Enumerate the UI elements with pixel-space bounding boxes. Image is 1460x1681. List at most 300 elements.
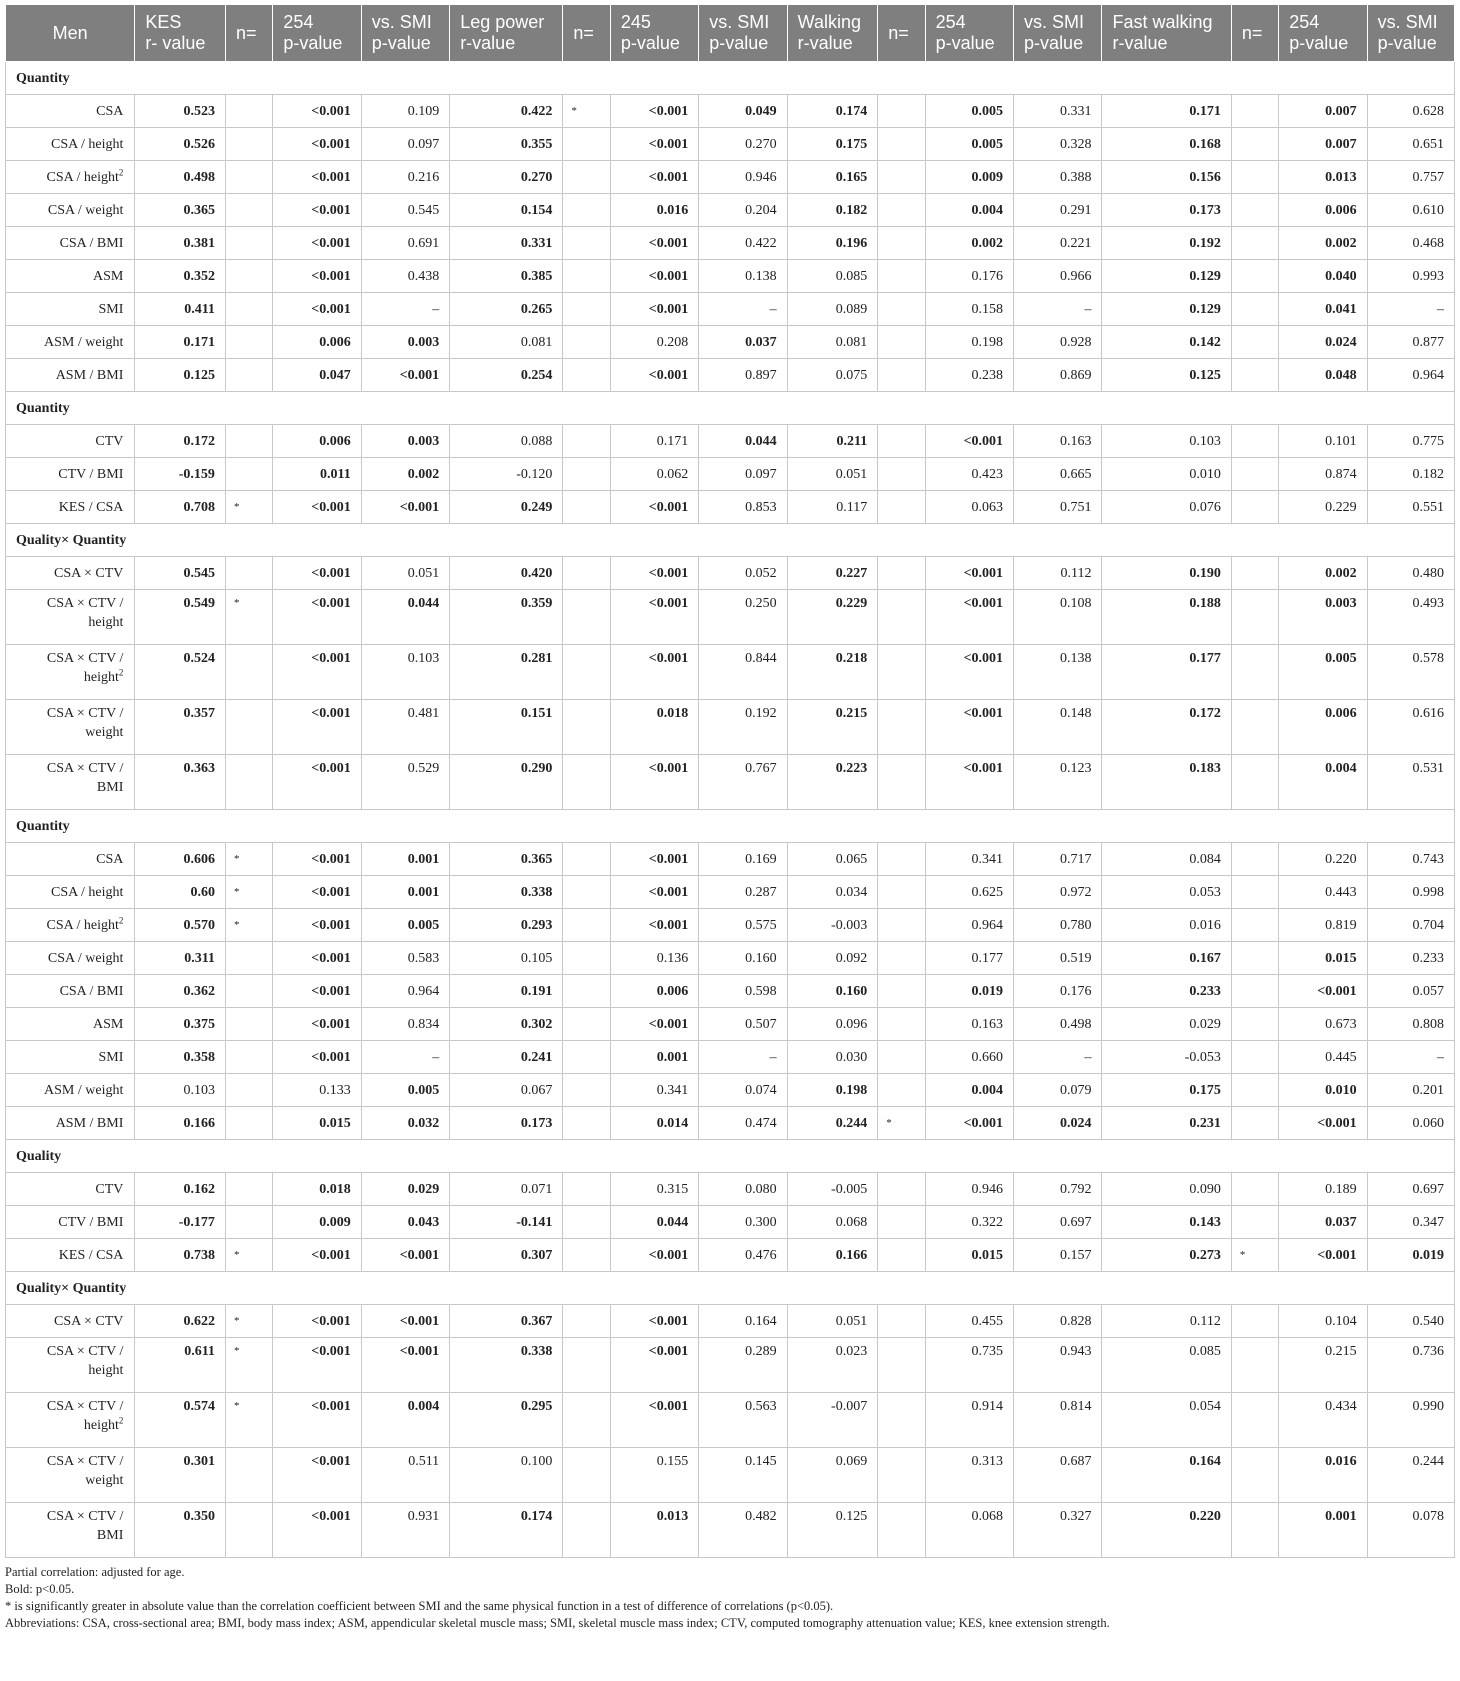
table-cell: -0.053 (1102, 1041, 1231, 1074)
table-cell: 0.628 (1367, 95, 1454, 128)
table-cell: <0.001 (925, 590, 1013, 645)
table-cell: 0.005 (925, 128, 1013, 161)
row-label (6, 1305, 135, 1338)
table-cell: 0.665 (1014, 458, 1102, 491)
significance-marker (563, 491, 610, 524)
table-cell: 0.015 (1279, 942, 1367, 975)
column-header-line: Men (52, 22, 88, 43)
significance-marker (1231, 260, 1278, 293)
row-label-line: CTV / BMI (58, 1214, 124, 1230)
table-row (6, 700, 1455, 755)
column-header-line: p-value (620, 33, 680, 53)
table-row (6, 425, 1455, 458)
table-cell: <0.001 (1279, 1107, 1367, 1140)
table-cell: 0.218 (787, 645, 878, 700)
significance-marker (563, 909, 610, 942)
column-header (6, 5, 135, 62)
table-cell: 0.549 (135, 590, 226, 645)
row-label (6, 876, 135, 909)
table-cell: 0.445 (1279, 1041, 1367, 1074)
table-cell: 0.171 (1102, 95, 1231, 128)
significance-marker (878, 293, 925, 326)
significance-marker (878, 161, 925, 194)
significance-marker (1231, 227, 1278, 260)
table-cell: 0.029 (361, 1173, 449, 1206)
table-cell: 0.016 (1102, 909, 1231, 942)
table-cell: 0.877 (1367, 326, 1454, 359)
table-cell: 0.015 (273, 1107, 361, 1140)
table-cell: 0.338 (450, 1338, 563, 1393)
table-cell: 0.068 (787, 1206, 878, 1239)
table-cell: 0.078 (1367, 1503, 1454, 1558)
column-header (1014, 5, 1102, 62)
table-cell: 0.003 (361, 425, 449, 458)
significance-marker (1231, 293, 1278, 326)
significance-marker (563, 1173, 610, 1206)
table-cell: 0.673 (1279, 1008, 1367, 1041)
table-cell: <0.001 (273, 1041, 361, 1074)
table-cell: 0.780 (1014, 909, 1102, 942)
significance-marker (1231, 942, 1278, 975)
footnote-adjustment: Partial correlation: adjusted for age. (5, 1565, 185, 1579)
table-cell: 0.570 (135, 909, 226, 942)
table-row (6, 491, 1455, 524)
table-cell: 0.171 (610, 425, 698, 458)
section-row (6, 810, 1455, 843)
table-cell: 0.030 (787, 1041, 878, 1074)
table-cell: <0.001 (610, 227, 698, 260)
significance-marker (225, 1008, 272, 1041)
row-label (6, 260, 135, 293)
table-cell: 0.074 (699, 1074, 787, 1107)
table-cell: 0.014 (610, 1107, 698, 1140)
table-cell: 0.792 (1014, 1173, 1102, 1206)
table-cell: -0.159 (135, 458, 226, 491)
table-cell: 0.166 (787, 1239, 878, 1272)
table-cell: 0.085 (787, 260, 878, 293)
table-cell: <0.001 (273, 590, 361, 645)
row-label-line: CSA / BMI (59, 983, 124, 999)
significance-marker (225, 260, 272, 293)
table-cell: <0.001 (925, 1107, 1013, 1140)
table-cell: 0.367 (450, 1305, 563, 1338)
row-label-line: CSA / BMI (59, 235, 124, 251)
significance-marker (225, 425, 272, 458)
significance-marker (563, 458, 610, 491)
significance-marker (1231, 975, 1278, 1008)
table-cell: 0.090 (1102, 1173, 1231, 1206)
table-cell: <0.001 (273, 491, 361, 524)
table-cell: <0.001 (273, 128, 361, 161)
row-label (6, 1041, 135, 1074)
table-cell: 0.808 (1367, 1008, 1454, 1041)
table-row (6, 590, 1455, 645)
significance-marker (878, 975, 925, 1008)
table-cell: <0.001 (610, 1305, 698, 1338)
column-header-line: p-value (1377, 33, 1437, 53)
table-cell: 0.946 (925, 1173, 1013, 1206)
table-cell: 0.311 (135, 942, 226, 975)
column-header (610, 5, 698, 62)
table-cell: 0.103 (135, 1074, 226, 1107)
table-row (6, 1503, 1455, 1558)
table-cell: 0.016 (1279, 1448, 1367, 1503)
significance-marker (1231, 645, 1278, 700)
table-cell: 0.208 (610, 326, 698, 359)
significance-marker (1231, 491, 1278, 524)
column-header-line: r-value (797, 33, 853, 53)
row-label (6, 326, 135, 359)
table-cell: 0.004 (925, 1074, 1013, 1107)
column-header-line: p-value (283, 33, 343, 53)
table-cell: <0.001 (273, 876, 361, 909)
table-cell: 0.175 (1102, 1074, 1231, 1107)
column-header (1231, 5, 1278, 62)
table-cell: 0.301 (135, 1448, 226, 1503)
column-header (563, 5, 610, 62)
column-header-line: Walking (797, 12, 861, 32)
table-cell: 0.363 (135, 755, 226, 810)
table-cell: 0.129 (1102, 260, 1231, 293)
table-cell: 0.108 (1014, 590, 1102, 645)
row-label-line: CSA × CTV / (46, 1454, 124, 1469)
table-cell: 0.201 (1367, 1074, 1454, 1107)
significance-marker (563, 1041, 610, 1074)
table-cell: 0.511 (361, 1448, 449, 1503)
table-cell: 0.062 (610, 458, 698, 491)
table-row (6, 1448, 1455, 1503)
row-label (6, 590, 135, 645)
table-cell: 0.493 (1367, 590, 1454, 645)
row-label-line: height$^2$ (83, 1415, 124, 1433)
table-cell: 0.423 (925, 458, 1013, 491)
row-label-line: ASM (93, 1016, 124, 1032)
row-label-line: CSA × CTV (54, 1313, 124, 1329)
table-cell: 0.476 (699, 1239, 787, 1272)
column-header (1279, 5, 1367, 62)
table-cell: 0.220 (1279, 843, 1367, 876)
row-label (6, 227, 135, 260)
column-header-line: vs. SMI (709, 12, 770, 32)
table-cell: <0.001 (610, 557, 698, 590)
table-cell: 0.183 (1102, 755, 1231, 810)
table-footnotes (5, 1564, 1455, 1632)
table-cell: <0.001 (610, 491, 698, 524)
significance-marker (878, 557, 925, 590)
table-cell: 0.177 (1102, 645, 1231, 700)
table-cell: 0.874 (1279, 458, 1367, 491)
table-cell: 0.524 (135, 645, 226, 700)
table-cell: – (361, 1041, 449, 1074)
significance-marker (878, 1041, 925, 1074)
table-cell: <0.001 (273, 755, 361, 810)
table-cell: 0.221 (1014, 227, 1102, 260)
table-cell: 0.743 (1367, 843, 1454, 876)
significance-marker (563, 755, 610, 810)
row-label-line: BMI (96, 1528, 124, 1543)
table-cell: 0.157 (1014, 1239, 1102, 1272)
column-header-line: n= (888, 22, 909, 43)
table-cell: 0.307 (450, 1239, 563, 1272)
significance-marker (878, 359, 925, 392)
table-cell: 0.611 (135, 1338, 226, 1393)
significance-marker (563, 843, 610, 876)
table-cell: 0.233 (1367, 942, 1454, 975)
significance-marker (878, 876, 925, 909)
table-cell: 0.244 (1367, 1448, 1454, 1503)
significance-marker (878, 458, 925, 491)
section-title: Quantity (6, 810, 1455, 843)
table-cell: <0.001 (925, 425, 1013, 458)
table-cell: 0.024 (1279, 326, 1367, 359)
table-row (6, 1041, 1455, 1074)
significance-marker (1231, 1305, 1278, 1338)
table-cell: 0.085 (1102, 1338, 1231, 1393)
table-row (6, 843, 1455, 876)
table-cell: 0.076 (1102, 491, 1231, 524)
table-cell: 0.598 (699, 975, 787, 1008)
significance-marker (563, 1393, 610, 1448)
row-label (6, 425, 135, 458)
row-label-line: BMI (96, 780, 124, 795)
row-label-line: ASM / BMI (55, 1115, 124, 1131)
table-cell: <0.001 (273, 260, 361, 293)
significance-marker (878, 260, 925, 293)
table-cell: 0.009 (925, 161, 1013, 194)
row-label (6, 128, 135, 161)
column-header-line: p-value (935, 33, 995, 53)
table-cell: <0.001 (610, 359, 698, 392)
significance-marker (1231, 128, 1278, 161)
table-cell: <0.001 (273, 645, 361, 700)
table-cell: 0.005 (925, 95, 1013, 128)
table-cell: 0.096 (787, 1008, 878, 1041)
table-cell: 0.931 (361, 1503, 449, 1558)
column-header (273, 5, 361, 62)
table-cell: 0.687 (1014, 1448, 1102, 1503)
table-cell: 0.289 (699, 1338, 787, 1393)
table-cell: <0.001 (273, 557, 361, 590)
row-label (6, 1393, 135, 1448)
table-row (6, 194, 1455, 227)
table-cell: 0.051 (787, 1305, 878, 1338)
table-cell: 0.145 (699, 1448, 787, 1503)
table-cell: 0.109 (361, 95, 449, 128)
row-label (6, 95, 135, 128)
table-row (6, 1305, 1455, 1338)
row-label-line: CSA × CTV / (46, 761, 124, 776)
table-cell: 0.001 (610, 1041, 698, 1074)
row-label (6, 942, 135, 975)
table-cell: 0.717 (1014, 843, 1102, 876)
table-cell: 0.828 (1014, 1305, 1102, 1338)
table-cell: – (1014, 293, 1102, 326)
table-cell: 0.192 (699, 700, 787, 755)
table-cell: 0.051 (361, 557, 449, 590)
significance-marker (878, 843, 925, 876)
significance-marker (563, 128, 610, 161)
table-cell: 0.819 (1279, 909, 1367, 942)
table-cell: <0.001 (1279, 1239, 1367, 1272)
table-cell: 0.438 (361, 260, 449, 293)
table-row (6, 1173, 1455, 1206)
table-cell: 0.163 (925, 1008, 1013, 1041)
significance-marker (878, 1503, 925, 1558)
table-cell: 0.254 (450, 359, 563, 392)
table-cell: 0.270 (699, 128, 787, 161)
table-cell: 0.081 (787, 326, 878, 359)
table-cell: 0.007 (1279, 95, 1367, 128)
table-cell: 0.040 (1279, 260, 1367, 293)
table-cell: 0.313 (925, 1448, 1013, 1503)
table-cell: 0.188 (1102, 590, 1231, 645)
table-cell: <0.001 (610, 843, 698, 876)
column-header (699, 5, 787, 62)
table-cell: 0.735 (925, 1338, 1013, 1393)
table-cell: 0.136 (610, 942, 698, 975)
table-cell: 0.173 (450, 1107, 563, 1140)
table-cell: 0.545 (361, 194, 449, 227)
table-cell: 0.295 (450, 1393, 563, 1448)
table-cell: 0.322 (925, 1206, 1013, 1239)
table-cell: – (361, 293, 449, 326)
table-cell: 0.191 (450, 975, 563, 1008)
significance-marker (878, 491, 925, 524)
table-cell: 0.069 (787, 1448, 878, 1503)
table-cell: – (699, 293, 787, 326)
column-header-line: r-value (1112, 33, 1168, 53)
significance-marker (1231, 194, 1278, 227)
table-cell: 0.660 (925, 1041, 1013, 1074)
table-cell: 0.167 (1102, 942, 1231, 975)
section-title: Quality (6, 1140, 1455, 1173)
table-cell: 0.385 (450, 260, 563, 293)
significance-marker (878, 645, 925, 700)
table-cell: 0.104 (1279, 1305, 1367, 1338)
table-cell: <0.001 (610, 1338, 698, 1393)
table-cell: 0.160 (699, 942, 787, 975)
column-header-line: p-value (371, 33, 431, 53)
table-cell: 0.388 (1014, 161, 1102, 194)
table-cell: 0.103 (361, 645, 449, 700)
significance-marker (878, 95, 925, 128)
table-cell: 0.990 (1367, 1393, 1454, 1448)
table-cell: 0.622 (135, 1305, 226, 1338)
row-label (6, 1448, 135, 1503)
table-cell: 0.009 (273, 1206, 361, 1239)
table-cell: 0.196 (787, 227, 878, 260)
significance-marker (878, 1338, 925, 1393)
table-cell: 0.002 (1279, 557, 1367, 590)
significance-marker (878, 1305, 925, 1338)
significance-marker (1231, 1074, 1278, 1107)
row-label-line: height$^2$ (83, 667, 124, 685)
table-cell: 0.004 (925, 194, 1013, 227)
section-title: Quantity (6, 392, 1455, 425)
table-cell: 0.043 (361, 1206, 449, 1239)
significance-marker (225, 326, 272, 359)
table-cell: 0.290 (450, 755, 563, 810)
table-cell: 0.032 (361, 1107, 449, 1140)
table-row (6, 326, 1455, 359)
significance-marker (225, 1107, 272, 1140)
row-label-line: CSA / weight (47, 950, 124, 966)
significance-marker (225, 557, 272, 590)
table-cell: <0.001 (610, 909, 698, 942)
table-cell: 0.003 (361, 326, 449, 359)
significance-marker (1231, 359, 1278, 392)
table-cell: <0.001 (610, 95, 698, 128)
table-cell: 0.551 (1367, 491, 1454, 524)
table-cell: 0.480 (1367, 557, 1454, 590)
table-cell: 0.241 (450, 1041, 563, 1074)
table-cell: 0.097 (361, 128, 449, 161)
table-body (6, 62, 1455, 1558)
significance-marker (225, 975, 272, 1008)
table-cell: – (1367, 293, 1454, 326)
significance-marker: * (225, 876, 272, 909)
significance-marker (563, 1008, 610, 1041)
table-cell: 0.155 (610, 1448, 698, 1503)
table-cell: 0.192 (1102, 227, 1231, 260)
row-label (6, 557, 135, 590)
table-row (6, 1008, 1455, 1041)
table-cell: 0.001 (1279, 1503, 1367, 1558)
row-label (6, 755, 135, 810)
significance-marker (878, 1173, 925, 1206)
table-cell: 0.138 (699, 260, 787, 293)
significance-marker (563, 1338, 610, 1393)
table-cell: 0.434 (1279, 1393, 1367, 1448)
row-label (6, 161, 135, 194)
table-cell: 0.013 (610, 1503, 698, 1558)
table-row (6, 645, 1455, 700)
column-header-line: vs. SMI (1377, 12, 1438, 32)
table-cell: <0.001 (273, 1305, 361, 1338)
table-row (6, 359, 1455, 392)
table-cell: 0.359 (450, 590, 563, 645)
significance-marker (1231, 843, 1278, 876)
significance-marker (563, 1239, 610, 1272)
column-header (225, 5, 272, 62)
table-cell: 0.204 (699, 194, 787, 227)
table-row (6, 227, 1455, 260)
table-cell: <0.001 (361, 1338, 449, 1393)
column-header (878, 5, 925, 62)
table-cell: 0.081 (450, 326, 563, 359)
table-cell: <0.001 (273, 843, 361, 876)
table-cell: 0.844 (699, 645, 787, 700)
footnote-abbreviations: Abbreviations: CSA, cross-sectional area; BMI, body mass index; ASM, appendicular skeletal muscle mass; SMI, skeletal muscle mass index; CTV, computed tomography attenuation value; KES, knee extension strength. (5, 1616, 1110, 1630)
table-cell: 0.998 (1367, 876, 1454, 909)
table-cell: 0.057 (1367, 975, 1454, 1008)
table-cell: 0.229 (787, 590, 878, 645)
table-cell: 0.129 (1102, 293, 1231, 326)
row-label-line: height (88, 1363, 124, 1378)
table-cell: 0.869 (1014, 359, 1102, 392)
significance-marker (1231, 1448, 1278, 1503)
table-cell: 0.053 (1102, 876, 1231, 909)
table-cell: 0.443 (1279, 876, 1367, 909)
significance-marker (225, 942, 272, 975)
table-cell: <0.001 (273, 975, 361, 1008)
table-cell: 0.914 (925, 1393, 1013, 1448)
table-cell: 0.220 (1102, 1503, 1231, 1558)
table-cell: 0.523 (135, 95, 226, 128)
table-cell: 0.853 (699, 491, 787, 524)
significance-marker (878, 128, 925, 161)
table-cell: 0.578 (1367, 645, 1454, 700)
